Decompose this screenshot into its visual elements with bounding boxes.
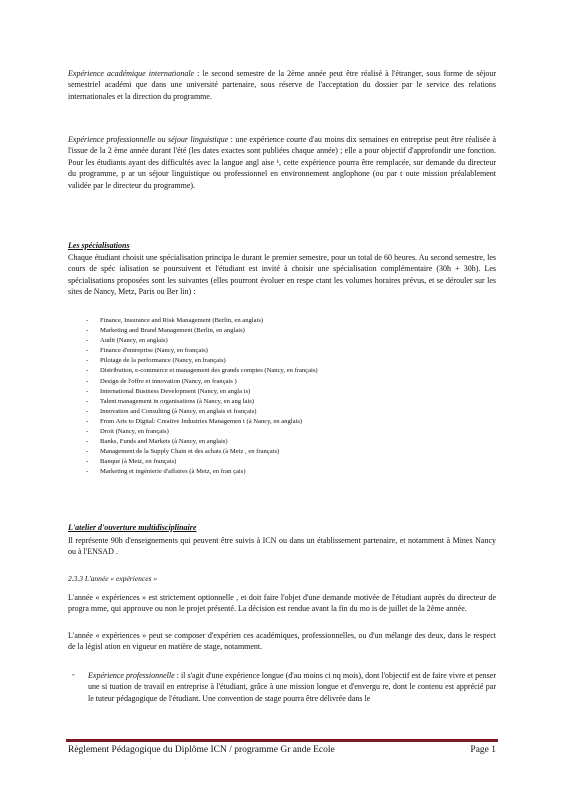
specialisation-item: - Pilotage de la performance (Nancy, en français) [86,356,496,366]
specialisation-item: - Banque (à Metz, en français) [86,457,496,467]
footer-title: Règlement Pédagogique du Diplôme ICN / programme Gr ande Ecole [68,745,335,755]
paragraph-text: : une expérience courte d'au moins dix semaines en entreprise peut être réalisée à l'issue de la 2 ème année durant l'été (les dates exactes sont publiées chaque année) ; elle a pour objectif d'approfondir une fonction. Pour les étudiants ayant des difficultés avec la langue angl aise ¹, cette expérience pourra être remplacée, sur demande du directeur du programme, p ar un séjour linguistique ou professionnel en environnement anglophone (ou par t oute mission préalablement validée par le directeur du programme). [68,135,497,190]
paragraph-annee-1: L'année « expériences » est strictement optionnelle , et doit faire l'objet d'une demande motivée de l'étudiant auprès du directeur de progra mme, qui approuve ou non le projet présenté. La décision est rendue avant la fin du mo is de juillet de la 2ème année. [68,593,496,614]
section-title: 2.3.3 L'année « expériences » [68,574,158,583]
specialisation-item: - Finance, Insurance and Risk Management (Berlin, en anglais) [86,316,496,326]
specialisations-intro: Chaque étudiant choisit une spécialisation principa le durant le premier semestre, pour un total de 60 heures. Au second semestre, les cours de spéc ialisation se poursuivent et l'étudiant est invité à choisir une spécialisation complémentaire (30h + 30h). Les spécialisations proposées sont les suivantes (elles pourront évoluer en respe ctant les volumes horaires prévus, et se dérouler sur les sites de Nancy, Metz, Paris ou Ber lin) : [68,253,496,297]
specialisation-item: - Droit (Nancy, en français) [86,427,496,437]
paragraph-international-experience [68,68,496,102]
specialisation-item: - International Business Development (Nancy, en angla is) [86,387,496,397]
specialisation-item: - Marketing and Brand Management (Berlin, en anglais) [86,326,496,336]
bullet-dash: - [72,670,75,679]
paragraph-professional-experience [68,134,496,191]
atelier-heading [68,522,496,533]
specialisations-heading [68,240,496,251]
section-heading: L'atelier d'ouverture multidisciplinaire [68,523,197,532]
specialisation-item: - Management de la Supply Chain et des achats (à Metz , en français) [86,447,496,457]
paragraph-label: Expérience professionnelle [88,671,175,680]
specialisation-item: - Marketing et ingénierie d'affaires (à Metz, en fran çais) [86,467,496,477]
specialisation-item: - Finance d'entreprise (Nancy, en français) [86,346,496,356]
paragraph-text: : il s'agit d'une expérience longue (d'au moins ci nq mois), dont l'objectif est de faire vivre et penser une si tuation de travail en entreprise à l'étudiant, grâce à une mission longue et d'envergu re, dont le contenu est apprécié par le tuteur pédagogique de l'étudiant. Une convention de stage pourra être délivrée dans le [88,671,496,703]
footer-rule [66,739,498,742]
paragraph-label: Expérience académique internationale [68,69,195,78]
page-number: Page 1 [470,745,496,755]
specialisation-item: - Innovation and Consulting (à Nancy, en anglais et français) [86,407,496,417]
specialisation-item: - Distribution, e-commerce et management des grands comptes (Nancy, en français) [86,366,496,376]
specialisation-item: - From Arts to Digital: Creative Industries Managemen t (à Nancy, en anglais) [86,417,496,427]
specialisation-item: - Audit (Nancy, en anglais) [86,336,496,346]
section-heading: Les spécialisations [68,241,130,250]
specialisations-list [86,316,496,478]
page-footer [68,745,496,755]
specialisation-item: - Talent management in organisations (à Nancy, en ang lais) [86,397,496,407]
bullet-professional-experience [88,670,496,704]
paragraph-label: Expérience professionnelle ou séjour linguistique [68,135,229,144]
paragraph-annee-2: L'année « expériences » peut se composer d'expérien ces académiques, professionnelles, ou d'un mélange des deux, dans le respect de la législ ation en vigueur en matière de stage, notamment. [68,631,496,652]
specialisation-item: - Design de l'offre et innovation (Nancy, en français ) [86,377,496,387]
atelier-text: Il représente 90h d'enseignements qui peuvent être suivis à ICN ou dans un établissement partenaire, et notamment à Mines Nancy ou à l'ENSAD . [68,536,496,557]
specialisation-item: - Banks, Funds and Markets (à Nancy, en anglais) [86,437,496,447]
paragraph-text: : le second semestre de la 2ème année peut être réalisé à l'étranger, sous forme de séjour semestriel académi que dans une université partenaire, sous réserve de l'acceptation du dossier par le service des relations internationales et la direction du programme. [68,69,496,101]
